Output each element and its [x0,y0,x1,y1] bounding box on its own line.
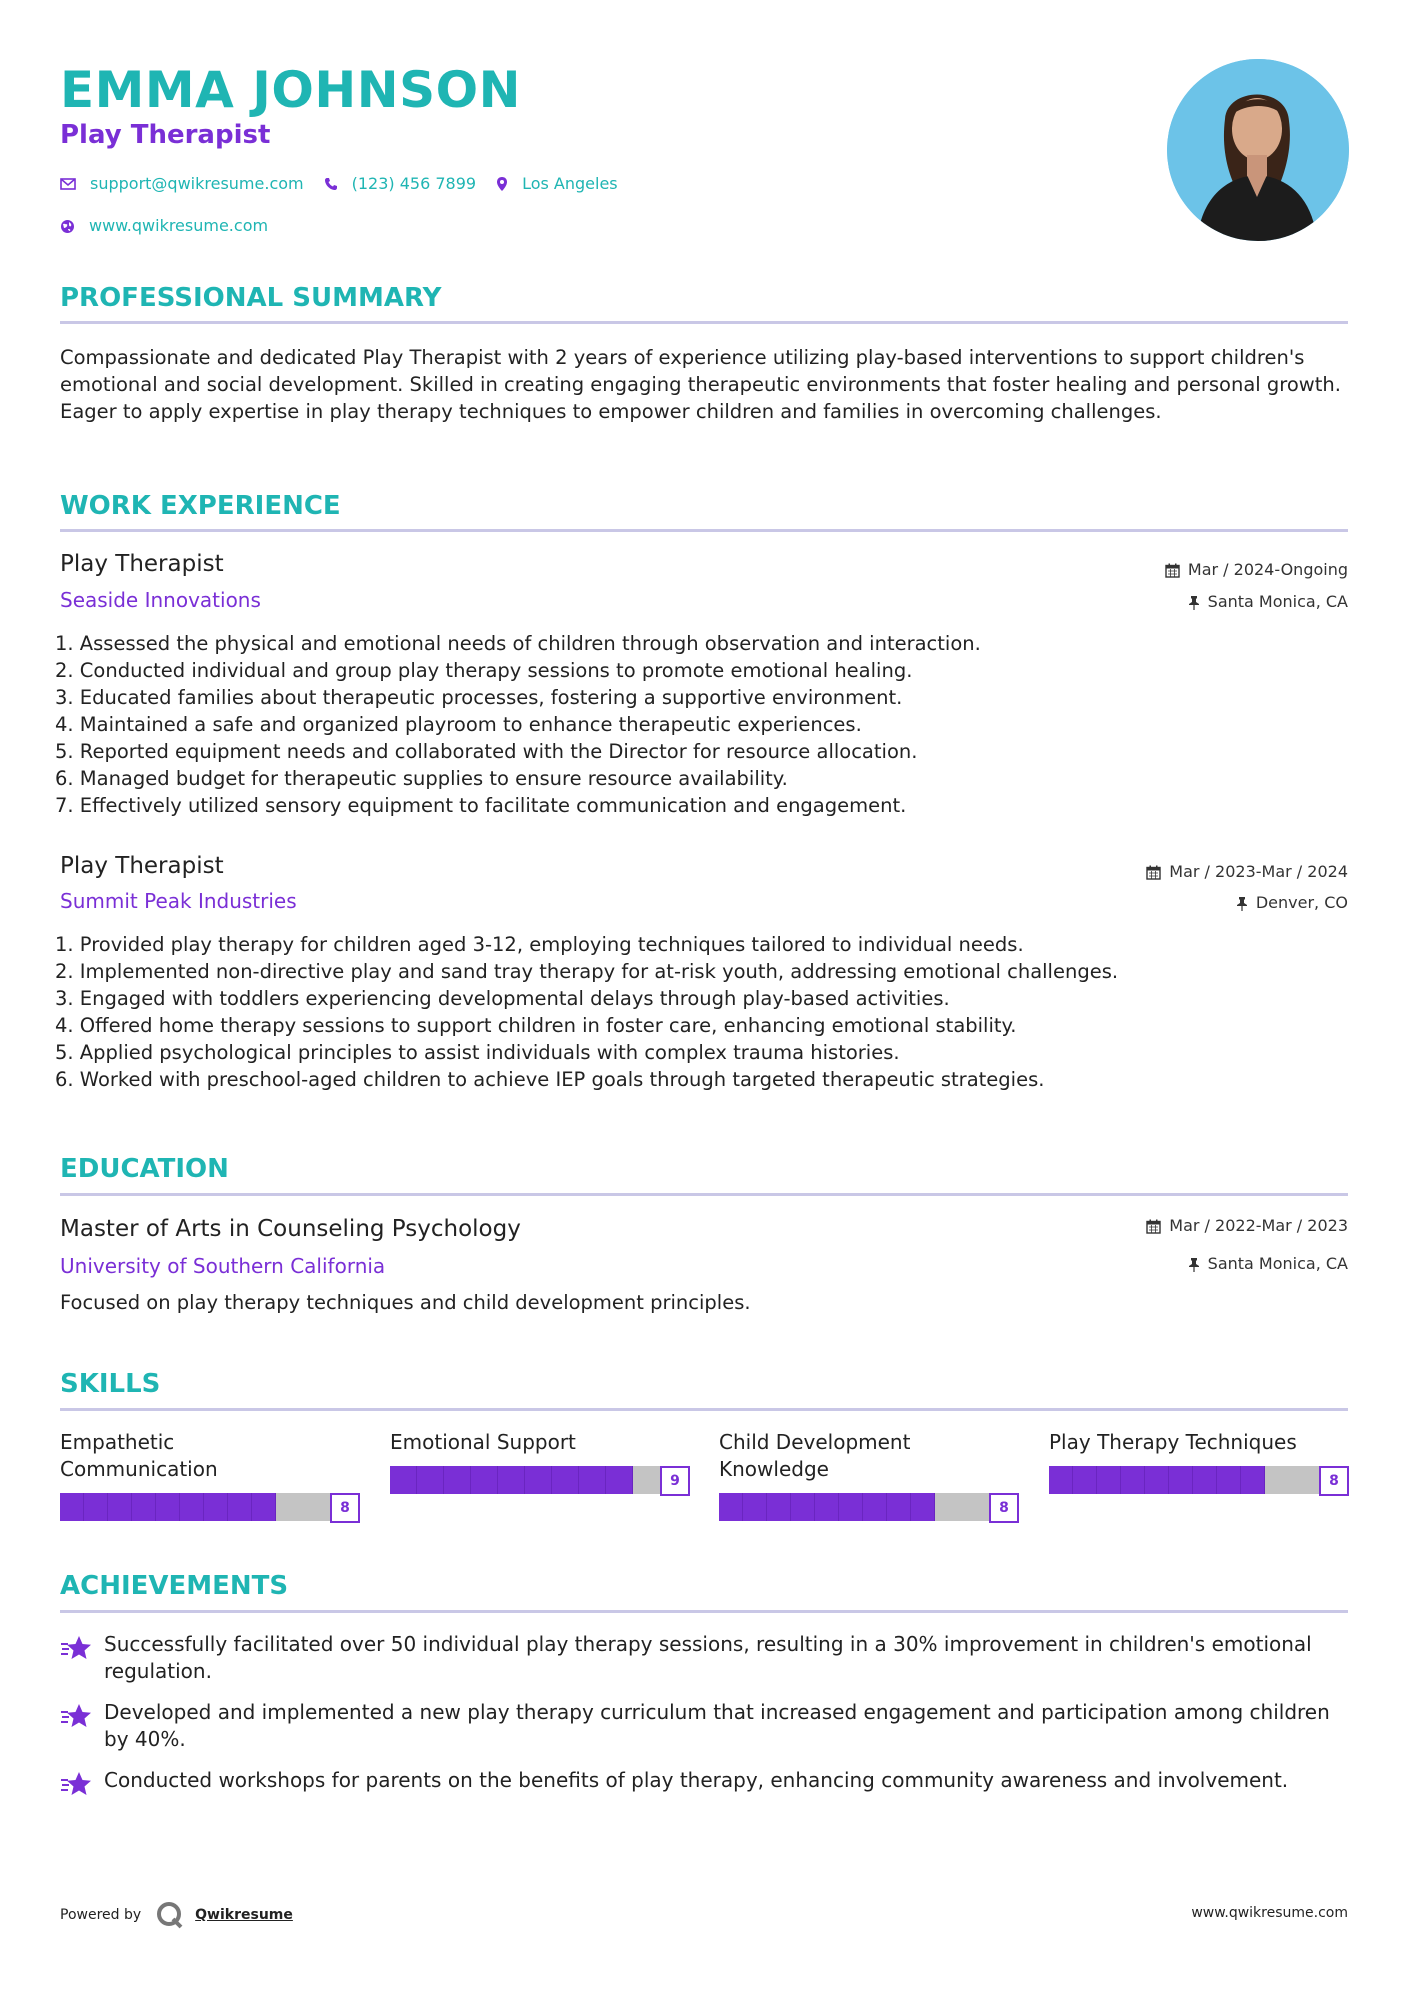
skill-fill-segment [1049,1466,1073,1494]
skill-label: Child Development Knowledge [719,1430,911,1481]
skill-bar [719,1493,1019,1521]
calendar-icon [1165,563,1180,578]
skill-bar [390,1466,690,1494]
dates-text: Mar / 2024-Ongoing [1187,560,1348,579]
job-title: Play Therapist [60,853,224,879]
skill-fill-segment [1169,1466,1193,1494]
job-dates [1165,560,1348,580]
list-item: 4. Offered home therapy sessions to support children in foster care, enhancing emotional stability. [55,1014,1017,1037]
skill-track [719,1493,989,1521]
skill-label: Emotional Support [390,1430,576,1454]
star-icon [60,1771,104,1801]
education-heading: EDUCATION [60,1154,229,1184]
work-heading: WORK EXPERIENCE [60,491,341,521]
profile-photo [1167,59,1349,241]
skill-fill-segment [552,1466,579,1494]
job-bullets [55,931,1345,1093]
skill-fill-segment [767,1493,791,1521]
skill-label: Empathetic Communication [60,1430,218,1481]
location-text: Denver, CO [1255,893,1348,912]
list-item: 2. Implemented non-directive play and sand tray therapy for at-risk youth, addressing emotional challenges. [55,960,1119,983]
candidate-role: Play Therapist [60,120,271,150]
skill-item [60,1429,360,1516]
envelope-icon [60,178,76,190]
list-item: 6. Worked with preschool-aged children to achieve IEP goals through targeted therapeutic strategies. [55,1068,1045,1091]
achievement-item [60,1631,1348,1685]
achievement-text: Developed and implemented a new play therapy curriculum that increased engagement and participation among children by 40%. [104,1700,1330,1751]
achievements-divider [60,1610,1348,1613]
skill-score: 8 [1319,1466,1349,1496]
email-item[interactable] [60,173,304,195]
achievement-item [60,1699,1348,1753]
list-item: 7. Effectively utilized sensory equipment to facilitate communication and engagement. [55,794,907,817]
company-name: Seaside Innovations [60,588,261,612]
summary-text: Compassionate and dedicated Play Therapist with 2 years of experience utilizing play-based interventions to support children's emotional and social development. Skilled in creating engaging therapeutic environments that foster healing and personal growth. Eager to apply expertise in play therapy techniques to empower children and families in overcoming challenges. [60,346,1341,423]
job-location [1236,893,1348,913]
achievement-item [60,1767,1348,1801]
job-title: Play Therapist [60,551,224,577]
list-item: 2. Conducted individual and group play therapy sessions to promote emotional healing. [55,659,913,682]
website-text: www.qwikresume.com [89,216,269,235]
skill-track [390,1466,660,1494]
skill-item [1049,1429,1349,1489]
skill-fill-segment [1145,1466,1169,1494]
job-bullets [55,630,1345,819]
star-icon [60,1635,104,1685]
footer-website[interactable]: www.qwikresume.com [1191,1905,1348,1921]
phone-text: (123) 456 7899 [351,174,477,193]
list-item: 5. Reported equipment needs and collaborated with the Director for resource allocation. [55,740,918,763]
skill-fill-segment [815,1493,839,1521]
list-item: 1. Assessed the physical and emotional needs of children through observation and interaction. [55,632,981,655]
pushpin-icon [1188,595,1200,610]
skill-bar [1049,1466,1349,1494]
achievement-text: Conducted workshops for parents on the benefits of play therapy, enhancing community awareness and involvement. [104,1768,1289,1792]
summary-divider [60,321,1348,324]
globe-icon [60,219,75,234]
education-description: Focused on play therapy techniques and child development principles. [60,1291,751,1314]
education-location [1188,1254,1348,1274]
work-divider [60,529,1348,532]
degree-title: Master of Arts in Counseling Psychology [60,1216,521,1242]
company-name: Summit Peak Industries [60,889,297,913]
phone-item[interactable] [324,173,476,195]
skill-fill-segment [1121,1466,1145,1494]
skill-score: 8 [330,1493,360,1523]
skill-fill-segment [911,1493,935,1521]
map-pin-icon [496,176,508,192]
skill-fill-segment [719,1493,743,1521]
skill-fill-segment [132,1493,156,1521]
skill-fill-segment [417,1466,444,1494]
skill-fill-segment [471,1466,498,1494]
phone-icon [324,177,338,191]
skill-fill-segment [252,1493,276,1521]
star-icon [60,1703,104,1753]
skill-item [390,1429,690,1489]
portrait-image [1167,59,1349,241]
job-dates [1146,862,1348,882]
skills-heading: SKILLS [60,1369,161,1399]
education-dates [1146,1216,1348,1236]
footer-powered-by [60,1900,293,1930]
skill-fill-segment [839,1493,863,1521]
skill-fill-segment [156,1493,180,1521]
skill-fill-segment [390,1466,417,1494]
skill-fill-segment [1193,1466,1217,1494]
location-text: Santa Monica, CA [1207,1254,1348,1273]
list-item: 4. Maintained a safe and organized playroom to enhance therapeutic experiences. [55,713,862,736]
email-text: support@qwikresume.com [90,174,304,193]
pushpin-icon [1236,896,1248,911]
skill-fill-segment [579,1466,606,1494]
skill-fill-segment [1217,1466,1241,1494]
skill-fill-segment [743,1493,767,1521]
skill-bar [60,1493,360,1521]
skill-fill-segment [204,1493,228,1521]
location-item [496,173,618,195]
achievement-text: Successfully facilitated over 50 individual play therapy sessions, resulting in a 30% improvement in children's emotional regulation. [104,1632,1312,1683]
qwikresume-logo-icon [155,1900,185,1930]
list-item: 5. Applied psychological principles to assist individuals with complex trauma histories. [55,1041,900,1064]
school-name: University of Southern California [60,1254,386,1278]
skill-fill-segment [1241,1466,1265,1494]
skill-fill-segment [84,1493,108,1521]
skill-score: 8 [989,1493,1019,1523]
skill-fill-segment [791,1493,815,1521]
contact-row [60,173,638,195]
list-item: 6. Managed budget for therapeutic supplies to ensure resource availability. [55,767,788,790]
skill-fill-segment [180,1493,204,1521]
powered-by-text: Powered by [60,1907,142,1923]
skill-fill-segment [863,1493,887,1521]
job-location [1188,592,1348,612]
skill-fill-segment [887,1493,911,1521]
location-text: Los Angeles [522,174,618,193]
pushpin-icon [1188,1257,1200,1272]
skill-fill-segment [108,1493,132,1521]
dates-text: Mar / 2022-Mar / 2023 [1169,1216,1348,1235]
calendar-icon [1146,1219,1161,1234]
website-row [60,215,288,237]
candidate-name: EMMA JOHNSON [60,61,521,119]
skill-label: Play Therapy Techniques [1049,1430,1297,1454]
list-item: 1. Provided play therapy for children aged 3-12, employing techniques tailored to individual needs. [55,933,1024,956]
skill-fill-segment [228,1493,252,1521]
qwikresume-link[interactable]: Qwikresume [195,1907,293,1923]
skill-track [60,1493,330,1521]
list-item: 3. Educated families about therapeutic processes, fostering a supportive environment. [55,686,903,709]
list-item: 3. Engaged with toddlers experiencing developmental delays through play-based activities. [55,987,950,1010]
skill-fill-segment [525,1466,552,1494]
summary-heading: PROFESSIONAL SUMMARY [60,283,442,313]
skill-track [1049,1466,1319,1494]
skill-fill-segment [606,1466,633,1494]
skill-fill-segment [498,1466,525,1494]
achievements-heading: ACHIEVEMENTS [60,1571,289,1601]
education-divider [60,1193,1348,1196]
skill-fill-segment [60,1493,84,1521]
skills-divider [60,1408,1348,1411]
dates-text: Mar / 2023-Mar / 2024 [1169,862,1348,881]
website-item[interactable] [60,215,268,237]
skill-fill-segment [444,1466,471,1494]
skill-item [719,1429,1019,1516]
skill-score: 9 [660,1466,690,1496]
location-text: Santa Monica, CA [1207,592,1348,611]
skill-fill-segment [1097,1466,1121,1494]
calendar-icon [1146,865,1161,880]
skill-fill-segment [1073,1466,1097,1494]
